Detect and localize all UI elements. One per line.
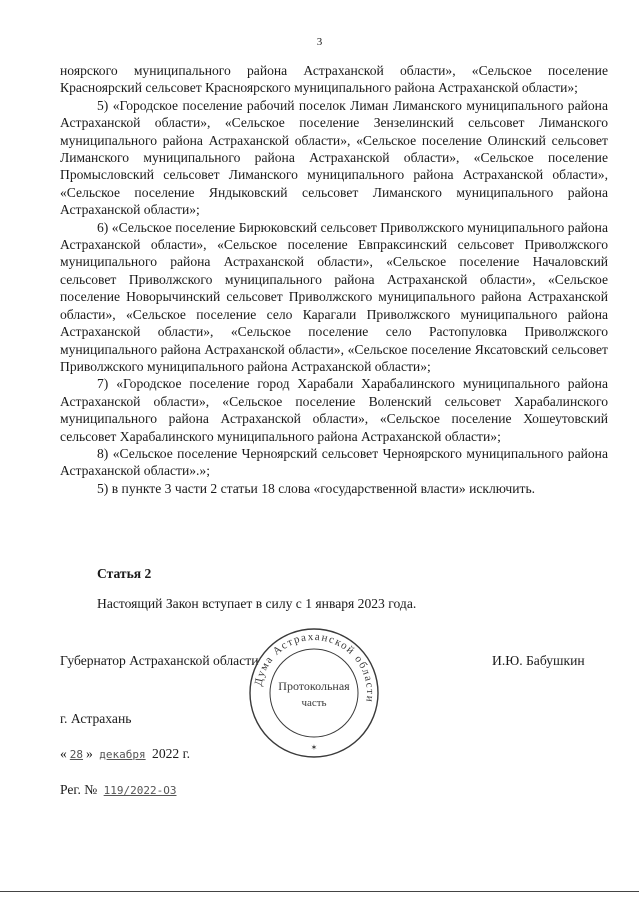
seal-star-icon: ✶ (310, 743, 318, 752)
article-text: Настоящий Закон вступает в силу с 1 января 2023 года. (97, 596, 417, 611)
registration-value: 119/2022-ОЗ (103, 784, 177, 797)
registration-label: Рег. № (60, 782, 98, 797)
seal-center-line: часть (301, 697, 327, 709)
paragraph: 7) «Городское поселение город Харабали Харабалинского муниципального района Астраханской области», «Сельское поселение Воленский сельсовет Харабалинского муниципального района Астраханской области», «Сельское поселение Хошеутовский сельсовет Харабалинского муниципального района Астраханской области»; (60, 376, 608, 444)
signatory-name: И.Ю. Бабушкин (492, 653, 585, 668)
paragraph: 5) в пункте 3 части 2 статьи 18 слова «государственной власти» исключить. (97, 480, 536, 496)
seal-inner-ring (270, 649, 358, 737)
paragraph: 8) «Сельское поселение Черноярский сельсовет Черноярского муниципального района Астраханской области».»; (60, 445, 608, 479)
seal-outer-ring (250, 629, 378, 757)
law-body (60, 62, 608, 497)
city: г. Астрахань (60, 711, 132, 726)
paragraph: 6) «Сельское поселение Бирюковский сельсовет Приволжского муниципального района Астраханской области», «Сельское поселение Евпраксинский сельсовет Приволжского муниципального района Астраханской области», «Сельское поселение Началовский сельсовет Приволжского муниципального района Астраханской области», «Сельское поселение Новорычинский сельсовет Приволжского муниципального района Астраханской области», «Сельское поселение село Карагали Приволжского муниципального района Астраханской области», «Сельское поселение село Растопуловка Приволжского муниципального района Астраханской области», «Сельское поселение Яксатовский сельсовет Приволжского муниципального района Астраханской области»; (60, 219, 608, 374)
page-bottom-rule (0, 891, 639, 892)
signatory-title: Губернатор Астраханской области (60, 653, 259, 668)
date-year: 2022 г. (152, 746, 191, 761)
seal-center-line: Протокольная (278, 679, 350, 693)
signing-date (60, 746, 190, 762)
date-close-quote: » (86, 746, 93, 761)
registration-number (60, 782, 180, 798)
date-day: 28 (69, 748, 84, 761)
date-month: декабря (99, 748, 146, 761)
article-title: Статья 2 (97, 566, 152, 581)
official-seal (246, 625, 382, 761)
page-number: 3 (316, 36, 323, 48)
seal-ring-text: Дума Астраханской области (252, 630, 377, 704)
paragraph: ноярского муниципального района Астраханской области», «Сельское поселение Красноярский сельсовет Красноярского муниципального района Астраханской области»; (60, 63, 608, 96)
date-open-quote: « (60, 746, 67, 761)
paragraph: 5) «Городское поселение рабочий поселок Лиман Лиманского муниципального района Астраханской области», «Сельское поселение Зензелинский сельсовет Лиманского муниципального района Астраханской области», «Сельское поселение Олинский сельсовет Лиманского муниципального района Астраханской области», «Сельское поселение Промысловский сельсовет Лиманского муниципального района Астраханской области», «Сельское поселение Яндыковский сельсовет Лиманского муниципального района Астраханской области»; (60, 97, 608, 218)
